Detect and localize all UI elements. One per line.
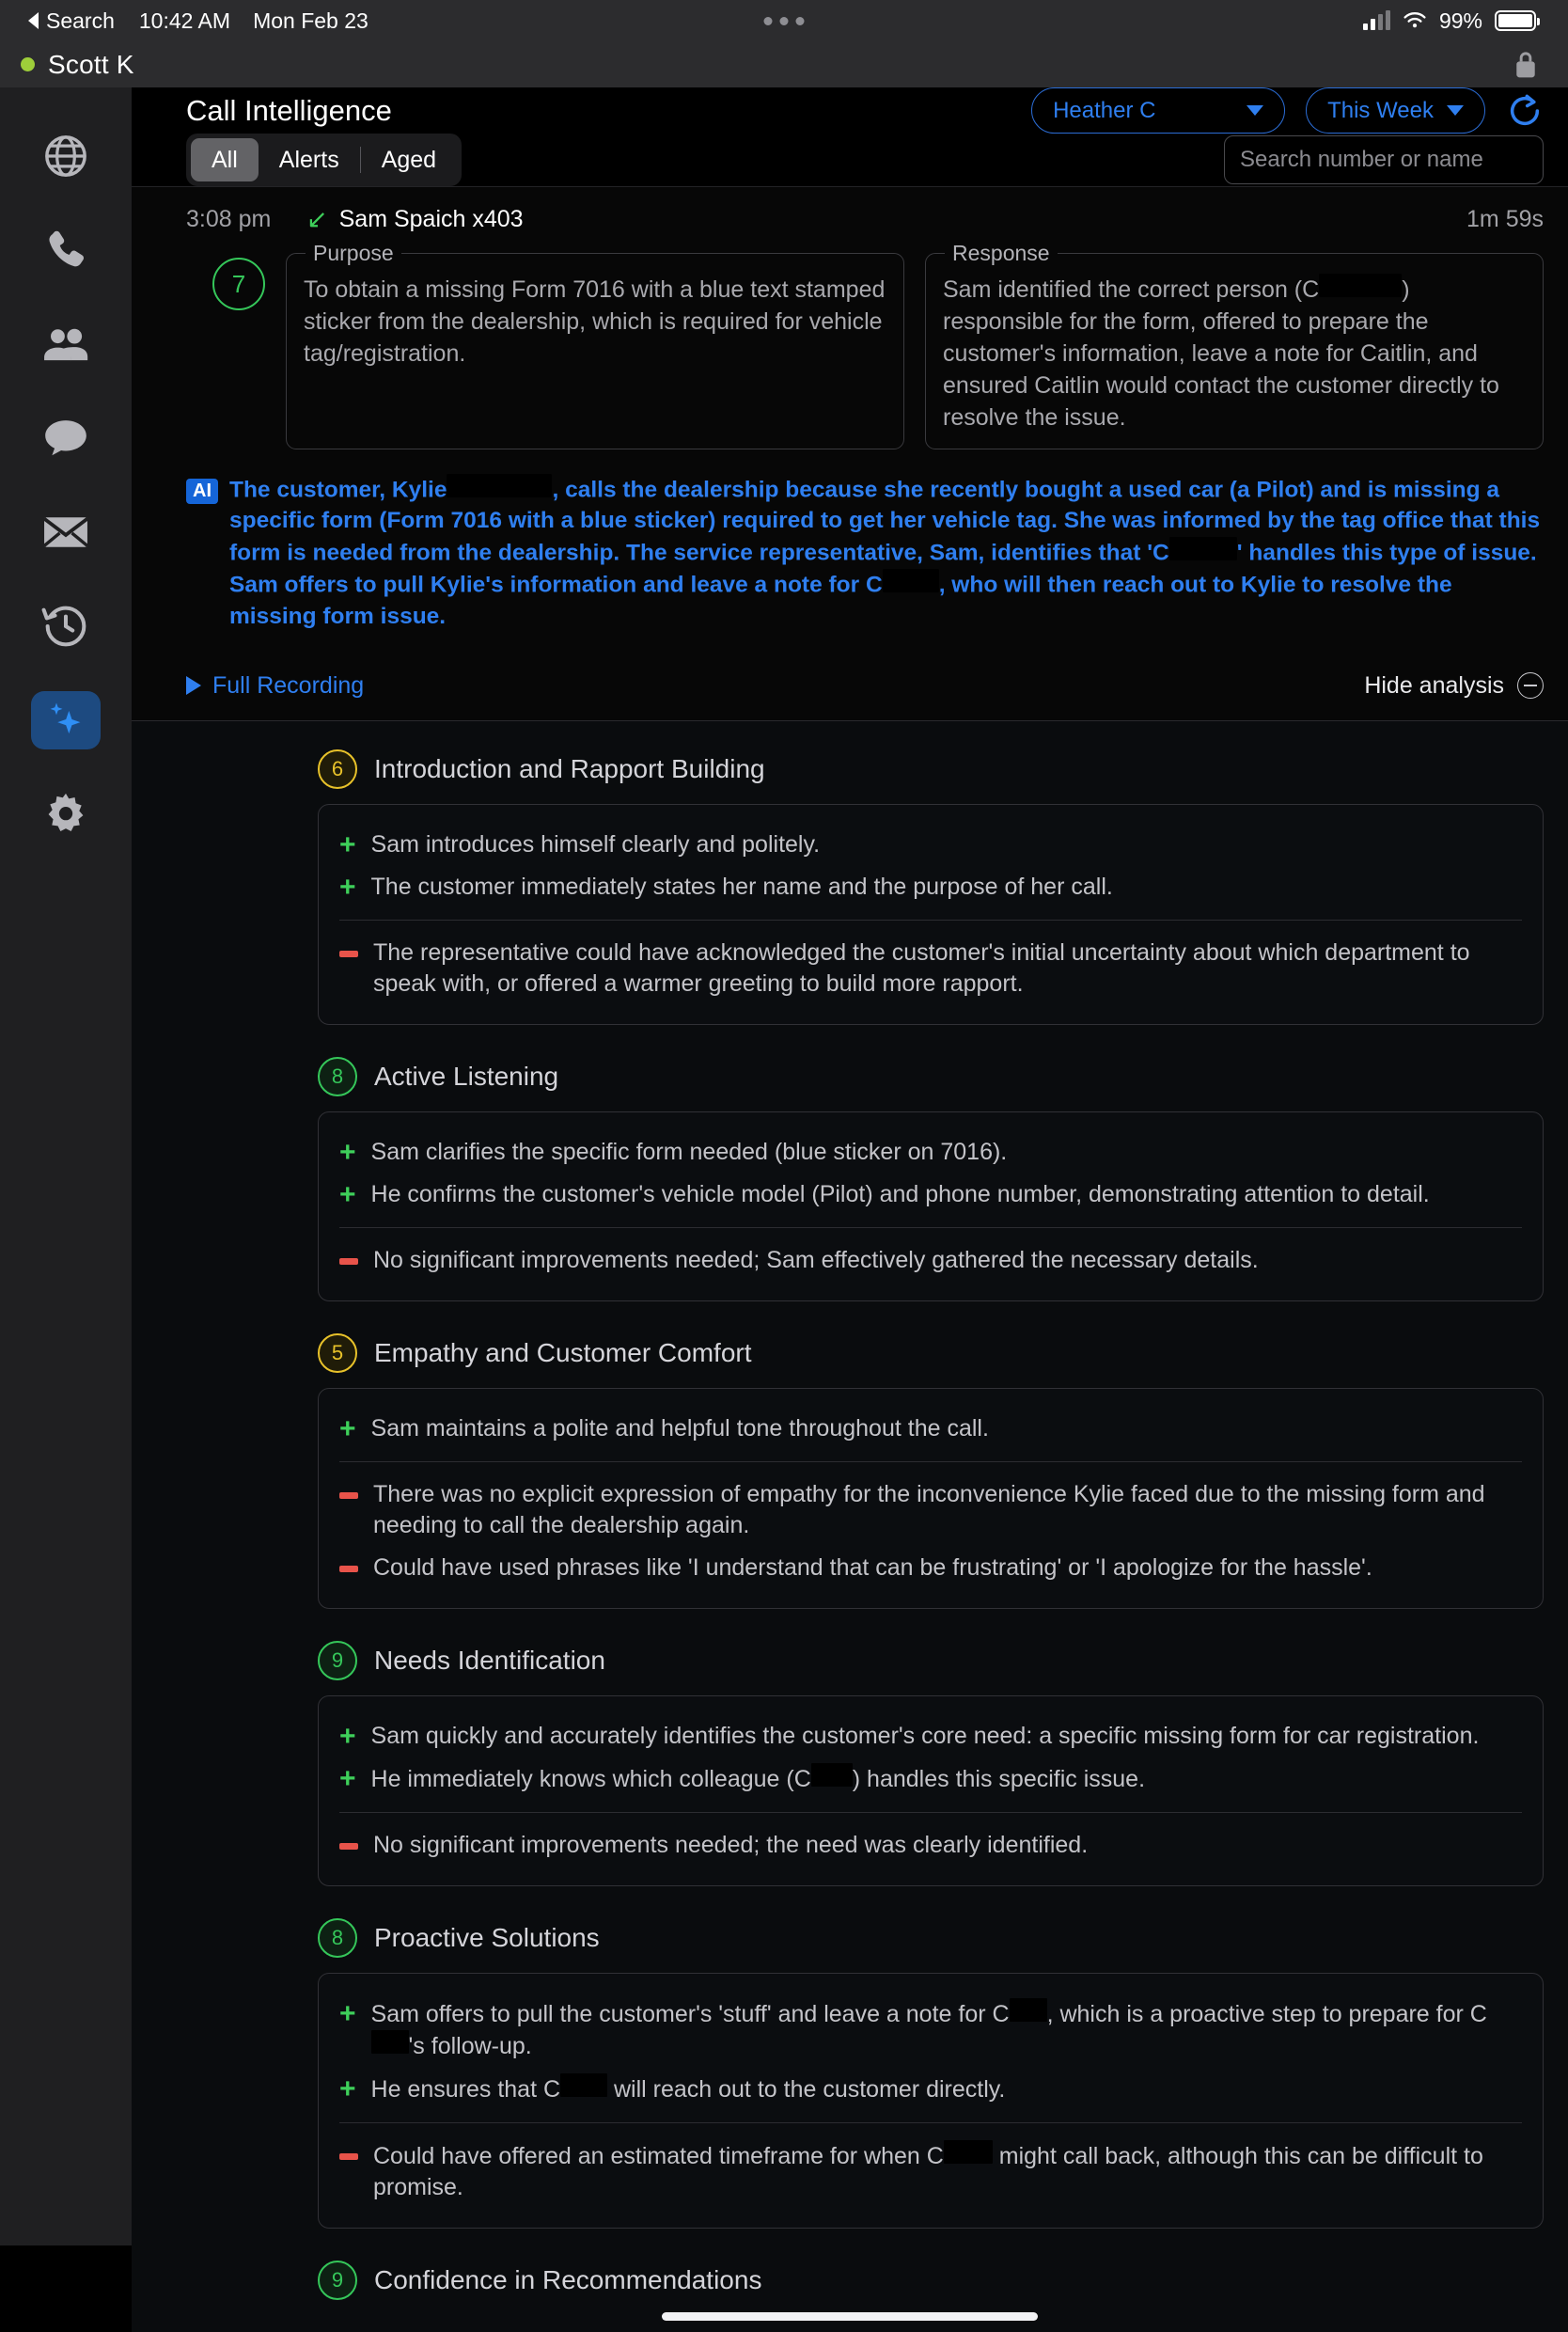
chevron-down-icon bbox=[1247, 105, 1263, 116]
page-header bbox=[132, 87, 1568, 134]
ios-status-bar bbox=[0, 0, 1568, 41]
response-label: Response bbox=[952, 241, 1050, 265]
section-card bbox=[318, 1695, 1544, 1886]
minus-icon bbox=[339, 1843, 358, 1850]
multitask-handle-icon[interactable] bbox=[764, 17, 805, 25]
positive-bullet bbox=[339, 1174, 1522, 1216]
positive-bullet bbox=[339, 824, 1522, 866]
bullet-text: He ensures that C will reach out to the customer directly. bbox=[371, 2073, 1006, 2105]
date-range-dropdown[interactable] bbox=[1306, 87, 1485, 134]
call-summary-body bbox=[186, 241, 1544, 449]
plus-icon: + bbox=[339, 828, 356, 860]
bullet-text: No significant improvements needed; the need was clearly identified. bbox=[373, 1831, 1089, 1858]
section-score-badge: 5 bbox=[318, 1333, 357, 1373]
contacts-icon bbox=[40, 319, 91, 370]
redaction-block bbox=[1010, 1998, 1047, 2022]
plus-icon: + bbox=[339, 871, 356, 903]
sidebar-item-history[interactable] bbox=[31, 597, 101, 655]
bullet-text: The customer immediately states her name and the purpose of her call. bbox=[370, 873, 1113, 900]
sparkle-ai-icon bbox=[42, 697, 89, 744]
section-header bbox=[186, 1641, 1544, 1680]
full-recording-button[interactable] bbox=[186, 672, 364, 700]
back-triangle-icon[interactable] bbox=[28, 12, 39, 29]
current-user-name: Scott K bbox=[48, 49, 134, 79]
purpose-text: To obtain a missing Form 7016 with a blue text stamped sticker from the dealership, which is required for vehicle tag/registration. bbox=[304, 276, 886, 367]
sidebar-item-mail[interactable] bbox=[31, 503, 101, 561]
section-header bbox=[186, 1333, 1544, 1373]
negative-bullet bbox=[339, 2135, 1522, 2209]
redaction-block bbox=[811, 1763, 853, 1787]
battery-percent-label: 99% bbox=[1438, 8, 1482, 33]
plus-icon: + bbox=[339, 1136, 356, 1168]
negative-bullet bbox=[339, 1824, 1522, 1867]
purpose-label: Purpose bbox=[313, 241, 394, 265]
purpose-fieldset bbox=[286, 241, 904, 449]
negative-bullet bbox=[339, 1547, 1522, 1589]
section-title: Empathy and Customer Comfort bbox=[374, 1337, 752, 1367]
response-text bbox=[943, 274, 1526, 433]
tab-alerts[interactable]: Alerts bbox=[278, 146, 339, 173]
plus-icon: + bbox=[339, 1997, 356, 2029]
hide-analysis-label: Hide analysis bbox=[1364, 671, 1504, 699]
section-score-badge: 9 bbox=[318, 2261, 357, 2300]
search-placeholder: Search number or name bbox=[1240, 147, 1483, 172]
section-score-badge: 8 bbox=[318, 1918, 357, 1958]
call-panel-footer bbox=[186, 633, 1544, 720]
bullet-text: Sam clarifies the specific form needed (blue sticker on 7016). bbox=[370, 1138, 1008, 1165]
globe-icon bbox=[41, 132, 90, 181]
refresh-button[interactable] bbox=[1506, 92, 1544, 130]
section-title: Confidence in Recommendations bbox=[374, 2264, 762, 2294]
plus-icon: + bbox=[339, 1720, 356, 1752]
status-time: 10:42 AM bbox=[138, 8, 231, 33]
bullet-text: Sam quickly and accurately identifies the customer's core need: a specific missing form for car registration. bbox=[370, 1722, 1480, 1749]
minus-circle-icon bbox=[1517, 672, 1544, 699]
negative-bullet bbox=[339, 932, 1522, 1005]
sidebar-item-globe[interactable] bbox=[31, 127, 101, 185]
section-header bbox=[186, 1057, 1544, 1096]
bullet-text: Sam maintains a polite and helpful tone throughout the call. bbox=[370, 1414, 989, 1442]
positive-bullet bbox=[339, 2068, 1522, 2111]
redaction-block bbox=[371, 2030, 409, 2054]
phone-icon bbox=[41, 226, 90, 275]
section-header bbox=[186, 2261, 1544, 2300]
purpose-response-row bbox=[286, 241, 1544, 449]
negative-bullet bbox=[339, 1239, 1522, 1282]
main-content bbox=[132, 87, 1568, 2294]
bullet-text: Sam introduces himself clearly and politely. bbox=[370, 830, 821, 858]
redaction-block bbox=[1319, 274, 1402, 297]
plus-icon: + bbox=[339, 2072, 356, 2104]
negative-bullet bbox=[339, 1473, 1522, 1547]
positive-bullet bbox=[339, 866, 1522, 908]
plus-icon: + bbox=[339, 1178, 356, 1210]
history-clock-icon bbox=[40, 601, 91, 652]
sidebar-item-phone[interactable] bbox=[31, 221, 101, 279]
section-title: Introduction and Rapport Building bbox=[374, 753, 765, 783]
ai-text-part-1: The customer, Kylie bbox=[229, 477, 447, 503]
response-text-b: ) responsible for the form, offered to prepare the customer's information, leave a note for Caitlin, and ensured Caitlin would contact the customer directly to resolve the issue. bbox=[943, 276, 1499, 431]
bullet-text: Could have used phrases like 'I understand that can be frustrating' or 'I apologize for the hassle'. bbox=[373, 1553, 1372, 1581]
minus-icon bbox=[339, 1258, 358, 1265]
full-recording-label: Full Recording bbox=[212, 671, 365, 699]
minus-icon bbox=[339, 1566, 358, 1572]
section-card bbox=[318, 1111, 1544, 1301]
analysis-section bbox=[186, 2261, 1544, 2300]
left-nav-sidebar bbox=[0, 87, 132, 2245]
bullet-text: No significant improvements needed; Sam effectively gathered the necessary details. bbox=[373, 1246, 1259, 1273]
presence-status-dot[interactable] bbox=[21, 57, 35, 71]
ai-text-part-4: , who will then reach out to Kylie to resolve the missing form issue. bbox=[229, 572, 1452, 629]
bullet-text: There was no explicit expression of empathy for the inconvenience Kylie faced due to the missing form and needing to call the dealership again. bbox=[373, 1480, 1485, 1538]
analysis-section bbox=[186, 1918, 1544, 2229]
analysis-section bbox=[186, 1333, 1544, 1609]
agent-filter-dropdown[interactable] bbox=[1031, 87, 1285, 134]
ai-text-part-2: , calls the dealership because she recently bought a used car (a Pilot) and is missing a specific form (Form 7016 with a blue sticker) required to get her vehicle tag. She was informed by the tag office that this form is needed from the dealership. The service representative, Sam, identifies that 'C bbox=[229, 477, 1541, 566]
cellular-signal-icon bbox=[1363, 11, 1390, 30]
bullet-text: Could have offered an estimated timeframe for when C might call back, although this can be difficult to promise. bbox=[373, 2140, 1522, 2203]
call-duration: 1m 59s bbox=[1466, 206, 1544, 232]
envelope-icon bbox=[40, 507, 91, 558]
search-input[interactable] bbox=[1224, 135, 1544, 184]
battery-icon bbox=[1495, 10, 1536, 31]
card-divider bbox=[339, 2122, 1522, 2123]
section-title: Active Listening bbox=[374, 1061, 559, 1091]
agent-filter-value: Heather C bbox=[1053, 97, 1156, 123]
lock-icon[interactable] bbox=[1512, 49, 1540, 81]
section-title: Proactive Solutions bbox=[374, 1922, 600, 1952]
ai-badge: AI bbox=[186, 479, 218, 504]
hide-analysis-button[interactable] bbox=[1364, 672, 1544, 700]
app-shell bbox=[0, 87, 1568, 2294]
card-divider bbox=[339, 1812, 1522, 1813]
redaction-block bbox=[1169, 537, 1237, 560]
positive-bullet bbox=[339, 1757, 1522, 1801]
bullet-text: He immediately knows which colleague (C ) handles this specific issue. bbox=[371, 1763, 1146, 1795]
card-divider bbox=[339, 1227, 1522, 1228]
section-card bbox=[318, 1973, 1544, 2229]
page-title: Call Intelligence bbox=[186, 93, 392, 127]
bullet-text: The representative could have acknowledged the customer's initial uncertainty about which department to speak with, or offered a warmer greeting to build more rapport. bbox=[373, 938, 1470, 997]
ai-text-part-3: ' handles this type of issue. Sam offers to pull Kylie's information and leave a note for C bbox=[229, 540, 1537, 598]
analysis-section bbox=[186, 1057, 1544, 1301]
header-controls bbox=[1031, 87, 1544, 134]
app-user-bar bbox=[0, 41, 1568, 87]
sidebar-item-settings[interactable] bbox=[31, 785, 101, 843]
section-card bbox=[318, 804, 1544, 1025]
response-text-a: Sam identified the correct person (C bbox=[943, 276, 1320, 303]
section-card bbox=[318, 1388, 1544, 1609]
date-filter-value: This Week bbox=[1327, 97, 1434, 123]
chat-bubble-icon bbox=[40, 413, 91, 464]
incoming-call-arrow-icon: ↙ bbox=[306, 205, 328, 233]
section-score-badge: 6 bbox=[318, 749, 357, 789]
tab-aged[interactable]: Aged bbox=[381, 146, 437, 173]
redaction-block bbox=[883, 569, 939, 592]
card-divider bbox=[339, 1461, 1522, 1462]
redaction-block bbox=[944, 2140, 993, 2164]
home-indicator bbox=[662, 2312, 1038, 2321]
bullet-text: He confirms the customer's vehicle model (Pilot) and phone number, demonstrating attention to detail. bbox=[370, 1180, 1430, 1207]
minus-icon bbox=[339, 951, 358, 957]
card-divider bbox=[339, 920, 1522, 921]
tab-all[interactable]: All bbox=[191, 138, 259, 181]
chevron-down-icon bbox=[1447, 105, 1464, 116]
bullet-text: Sam offers to pull the customer's 'stuff' and leave a note for C , which is a proactive step to prepare for C's follow-up. bbox=[371, 1998, 1522, 2062]
minus-icon bbox=[339, 1492, 358, 1499]
positive-bullet bbox=[339, 1408, 1522, 1450]
section-score-badge: 9 bbox=[318, 1641, 357, 1680]
status-bar-right bbox=[1363, 8, 1536, 34]
call-score-badge: 7 bbox=[212, 258, 265, 310]
segmented-control bbox=[186, 134, 462, 186]
section-score-badge: 8 bbox=[318, 1057, 357, 1096]
back-app-label[interactable]: Search bbox=[46, 8, 115, 33]
ai-summary-text bbox=[229, 474, 1544, 633]
plus-icon: + bbox=[339, 1762, 356, 1794]
call-header-row bbox=[186, 206, 1544, 233]
gear-icon bbox=[41, 790, 90, 839]
call-agent-name[interactable]: Sam Spaich x403 bbox=[338, 206, 524, 232]
filter-tabs-row bbox=[132, 134, 1568, 187]
positive-bullet bbox=[339, 1715, 1522, 1757]
sidebar-item-call-intelligence[interactable] bbox=[31, 691, 101, 749]
redaction-block bbox=[447, 474, 552, 497]
play-icon bbox=[186, 676, 201, 695]
call-summary-panel bbox=[132, 187, 1568, 721]
plus-icon: + bbox=[339, 1412, 356, 1444]
sidebar-item-contacts[interactable] bbox=[31, 315, 101, 373]
sidebar-item-messages[interactable] bbox=[31, 409, 101, 467]
analysis-scroll-area[interactable] bbox=[132, 721, 1568, 2332]
ai-summary-row bbox=[186, 474, 1544, 633]
section-header bbox=[186, 749, 1544, 789]
status-bar-left bbox=[28, 8, 368, 34]
positive-bullet bbox=[339, 1993, 1522, 2068]
refresh-icon bbox=[1506, 92, 1544, 130]
analysis-section bbox=[186, 749, 1544, 1025]
call-time: 3:08 pm bbox=[186, 206, 272, 232]
redaction-block bbox=[560, 2073, 607, 2097]
status-date: Mon Feb 23 bbox=[253, 8, 368, 33]
positive-bullet bbox=[339, 1131, 1522, 1174]
analysis-section bbox=[186, 1641, 1544, 1886]
section-title: Needs Identification bbox=[374, 1645, 605, 1675]
minus-icon bbox=[339, 2153, 358, 2160]
wifi-icon bbox=[1403, 11, 1427, 30]
section-header bbox=[186, 1918, 1544, 1958]
response-fieldset bbox=[925, 241, 1544, 449]
